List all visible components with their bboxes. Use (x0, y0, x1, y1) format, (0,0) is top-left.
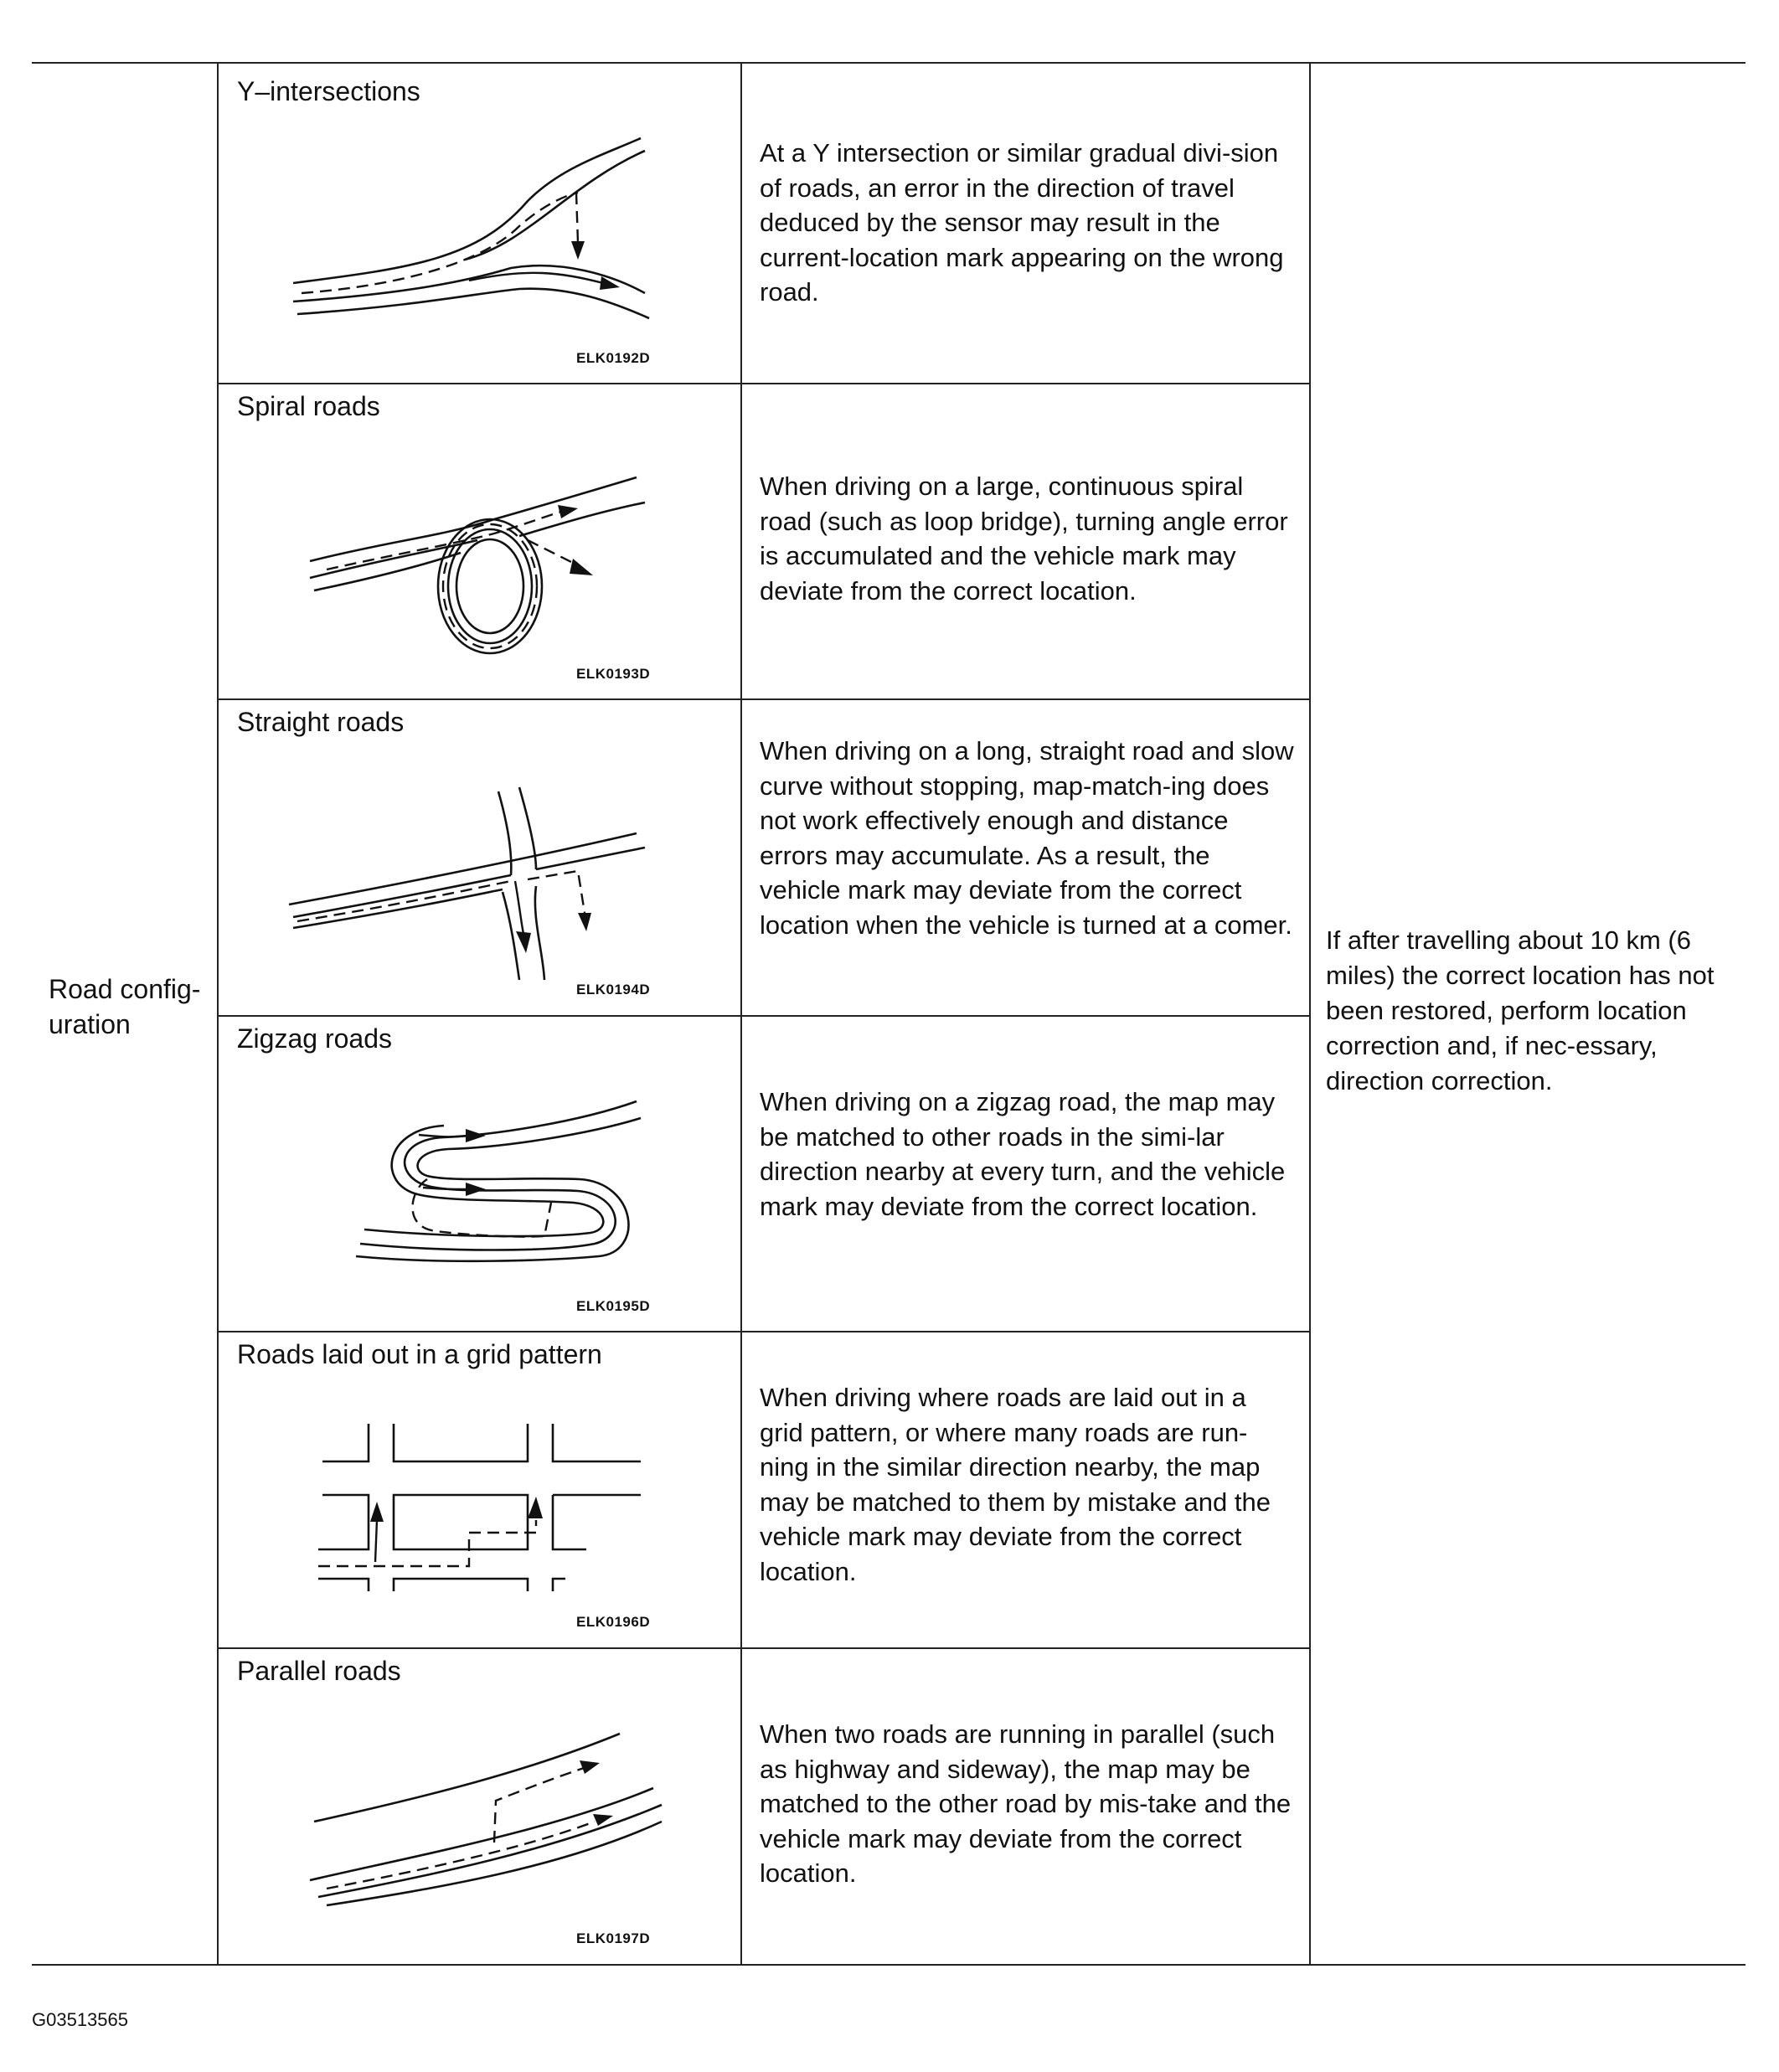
y-intersection-diagram-icon (276, 134, 670, 343)
figure-code-spiral-roads: ELK0193D (576, 666, 651, 682)
category-label-text: Road config- uration (49, 974, 201, 1039)
row-divider (218, 1331, 1309, 1332)
item-description-parallel-roads: When two roads are running in parallel (such as highway and sideway), the map may be matched to the other road by mis-take and the vehicle mark may deviate from the correct location. (760, 1719, 1292, 1888)
item-description-y-intersections: At a Y intersection or similar gradual divi-sion of roads, an error in the direction of travel deduced by the sensor may result in the current-location mark appearing on the wrong road. (760, 138, 1284, 307)
item-title-straight-roads: Straight roads (237, 707, 405, 737)
row-divider (218, 383, 1309, 384)
item-description-grid-roads: When driving where roads are laid out in a grid pattern, or where many roads are run-ning in the similar direction nearby, the map may be matched to them by mistake and the vehicle mark may deviate from the correct location. (760, 1383, 1271, 1586)
row-divider (218, 1647, 1309, 1649)
row-divider (218, 1015, 1309, 1017)
figure-code-straight-roads: ELK0194D (576, 982, 651, 997)
category-label (49, 972, 216, 1042)
remedy-text: If after travelling about 10 km (6 miles) the correct location has not been restored, perform location correction and, if nec-essary, direction correction. (1326, 925, 1715, 1095)
straight-road-diagram-icon (276, 779, 670, 988)
column-divider-3 (1309, 63, 1311, 1964)
figure-code-grid-roads: ELK0196D (576, 1614, 651, 1630)
item-title-y-intersections: Y–intersections (237, 76, 420, 106)
figure-code-y-intersections: ELK0192D (576, 350, 651, 366)
footer-id: G03513565 (32, 2009, 128, 2030)
grid-road-diagram-icon (276, 1411, 670, 1621)
top-rule (32, 62, 1745, 64)
item-title-grid-roads: Roads laid out in a grid pattern (237, 1339, 602, 1369)
parallel-road-diagram-icon (276, 1717, 670, 1926)
figure-code-parallel-roads: ELK0197D (576, 1930, 651, 1946)
item-title-spiral-roads: Spiral roads (237, 391, 380, 421)
item-description-zigzag-roads: When driving on a zigzag road, the map may be matched to other roads in the simi-lar direction nearby at every turn, and the vehicle mark may deviate from the correct location. (760, 1087, 1286, 1221)
column-divider-2 (740, 63, 742, 1964)
column-divider-1 (217, 63, 219, 1964)
bottom-rule (32, 1964, 1745, 1966)
item-description-straight-roads: When driving on a long, straight road and slow curve without stopping, map-match-ing does not work effectively enough and distance errors may accumulate. As a result, the vehicle mark may deviate from the correct location when the vehicle is turned at a comer. (760, 736, 1294, 940)
item-description-spiral-roads: When driving on a large, continuous spiral road (such as loop bridge), turning angle error is accumulated and the vehicle mark may deviate from the correct location. (760, 472, 1288, 606)
row-divider (218, 698, 1309, 700)
figure-code-zigzag-roads: ELK0195D (576, 1298, 651, 1314)
item-title-zigzag-roads: Zigzag roads (237, 1023, 392, 1054)
spiral-road-diagram-icon (276, 456, 670, 666)
item-title-parallel-roads: Parallel roads (237, 1656, 401, 1686)
zigzag-road-diagram-icon (276, 1089, 670, 1298)
